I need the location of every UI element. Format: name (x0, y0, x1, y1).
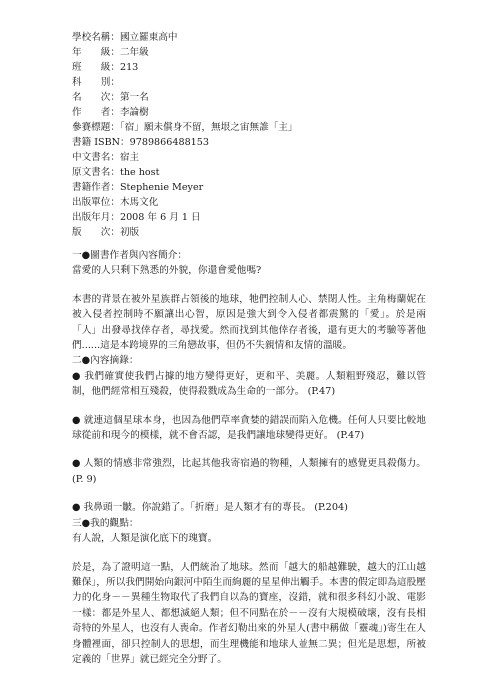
info-label: 中文書名 (72, 152, 111, 163)
info-row-isbn: 書籍 ISBN：9789866488153 (72, 137, 209, 148)
info-label: 版 次 (72, 227, 111, 238)
info-label: 科 別 (72, 77, 111, 88)
info-row-chinese-title: 中文書名：宿主 (72, 152, 140, 163)
section-2-heading: 二●內容摘錄： (72, 355, 139, 367)
excerpt-2: ● 就連這個星球本身，也因為他們草率貪婪的錯誤而陷入危機。任何人只要比較地球從前和現今的模樣，就不會否認，是我們讓地球變得更好。 (P.47) (72, 414, 426, 442)
info-value: 2008 年 6 月 1 日 (119, 212, 201, 223)
info-value: 第一名 (119, 92, 149, 103)
info-row-publish-date: 出版年月：2008 年 6 月 1 日 (72, 212, 201, 223)
info-row-publisher: 出版單位：木馬文化 (72, 197, 159, 208)
info-label: 出版單位 (72, 197, 111, 208)
section-3-lead: 有人說，人類是演化底下的瑰寶。 (72, 533, 218, 545)
excerpt-4: ● 我鼻頭一皺。你說錯了。「折磨」是人類才有的專長。 (P.204) (72, 502, 348, 514)
info-label: 作 者 (72, 107, 111, 118)
info-row-original-title: 原文書名：the host (72, 167, 160, 178)
info-row-book-author: 書籍作者：Stephenie Meyer (72, 182, 204, 193)
info-value: Stephenie Meyer (119, 182, 204, 193)
info-row-class: 班 級：213 (72, 62, 139, 73)
info-label: 參賽標題 (72, 122, 111, 133)
info-row-department: 科 別： (72, 77, 120, 88)
info-value: the host (119, 167, 160, 178)
info-row-rank: 名 次：第一名 (72, 92, 149, 103)
info-value: 「宿」願未償身不留，無垠之宙無誰「主」 (119, 122, 298, 133)
info-label: 學校名稱 (72, 32, 111, 43)
section-1-summary: 本書的背景在被外星族群占領後的地球，牠們控制人心、禁閉人性。主角梅蘭妮在被入侵者控制時不願讓出心智，原因是強大到令入侵者都震驚的「愛」。於是兩「人」出發尋找倖存者，尋找愛。然而找到其他倖存者後，還有更大的考驗等著他們......這是本跨境界的三角戀故事，但仍不失親情和友情的溫暖。 (72, 293, 426, 352)
info-value: 213 (119, 62, 139, 73)
info-row-entry-title: 參賽標題：「宿」願未償身不留，無垠之宙無誰「主」 (72, 122, 298, 133)
section-1-heading: 一●圖書作者與內容簡介： (72, 250, 188, 261)
info-row-school: 學校名稱：國立羅東高中 (72, 32, 178, 43)
info-value: 9789866488153 (129, 137, 209, 148)
excerpt-1: ● 我們確實使我們占據的地方變得更好，更和平、美麗。人類粗野殘忍，難以管制，他們經常相互殘殺，使得殺戮成為生命的一部分。 (P.47) (72, 370, 426, 398)
info-value: 二年級 (119, 47, 149, 58)
section-3-heading: 三●我的觀點： (72, 517, 139, 529)
info-label: 出版年月 (72, 212, 111, 223)
excerpt-3: ● 人類的情感非常強烈，比起其他我寄宿過的物種，人類擁有的感覺更具殺傷力。 (P. 9) (72, 458, 426, 485)
info-value: 木馬文化 (119, 197, 159, 208)
info-row-grade: 年 級：二年級 (72, 47, 149, 58)
info-label: 原文書名 (72, 167, 111, 178)
section-3-body: 於是，為了證明這一點，人們統治了地球。然而「越大的船越難駛，越大的江山越難保」，所以我們開始向銀河中陌生而絢麗的星星伸出觸手。本書的假定即為這股壓力的化身－－異種生物取代了我們自以為的寶座，沒錯，就和很多科幻小說、電影一樣：都是外星人、都想滅絕人類；但不同點在於－－沒有大規模破壞，沒有長相奇特的外星人，也沒有人喪命。作者幻勒出來的外星人(書中稱做「靈魂」)寄生在人身體裡面，卻只控制人的思想，而生理機能和地球人並無二異；但光是思想，所被定義的「世界」就已經完全分野了。 (72, 561, 426, 665)
info-value: 初版 (119, 227, 140, 238)
info-value: 國立羅東高中 (119, 32, 178, 43)
info-value: 李論樹 (119, 107, 149, 118)
info-label: 書籍 ISBN (72, 137, 121, 148)
book-info-block (72, 30, 432, 240)
info-label: 名 次 (72, 92, 111, 103)
info-label: 年 級 (72, 47, 111, 58)
info-label: 書籍作者 (72, 182, 111, 193)
info-row-edition: 版 次：初版 (72, 227, 140, 238)
info-label: 班 級 (72, 62, 111, 73)
body-text (72, 248, 426, 667)
info-row-author: 作 者：李論樹 (72, 107, 149, 118)
section-1-question: 當愛的人只剩下熟悉的外貌，你還會愛他嗎? (72, 265, 262, 277)
info-value: 宿主 (119, 152, 140, 163)
